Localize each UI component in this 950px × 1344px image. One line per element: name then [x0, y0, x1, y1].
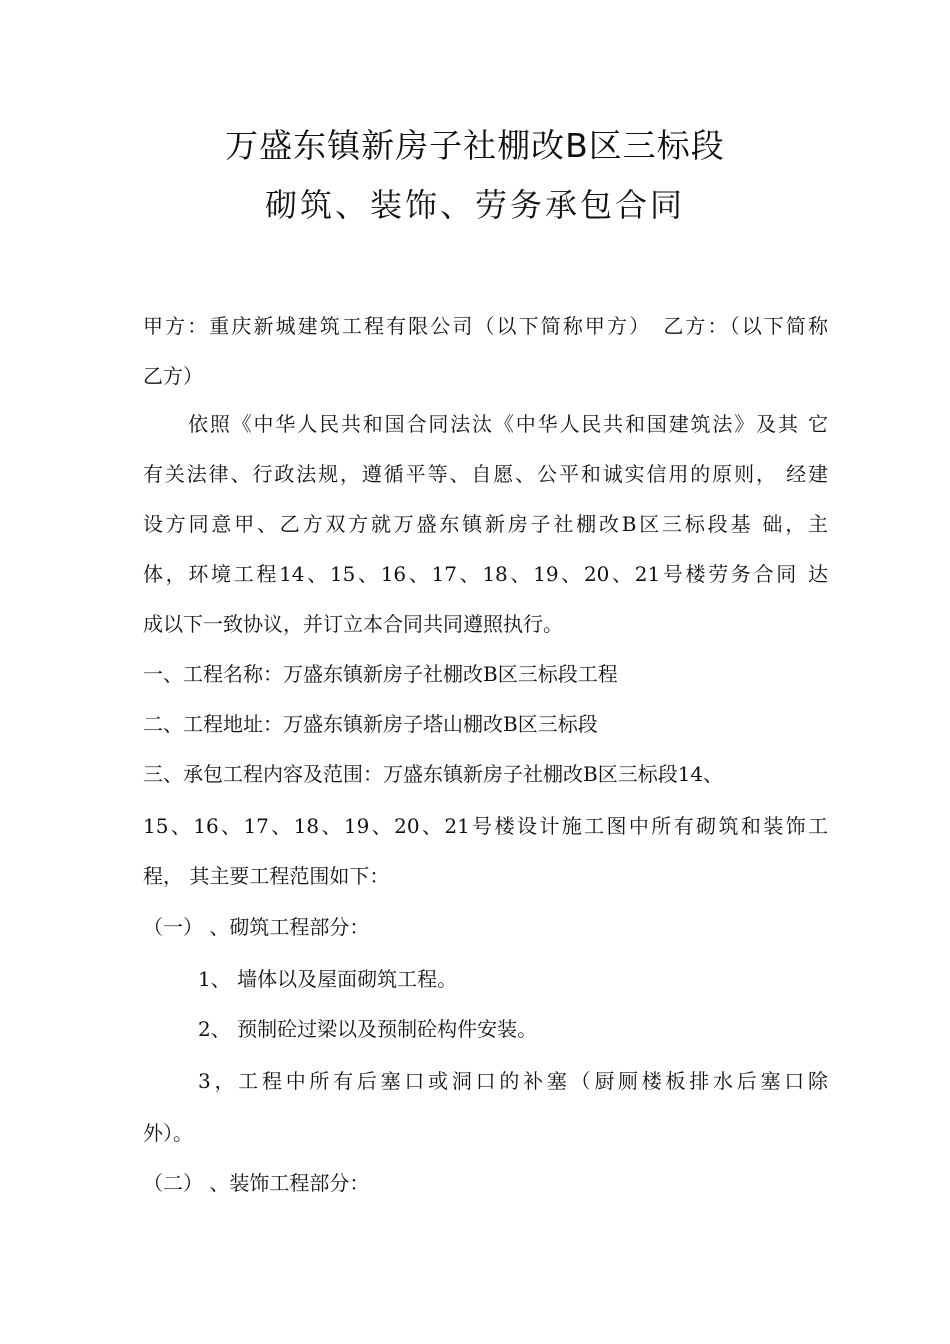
scope-item-line: 三、承包工程内容及范围：万盛东镇新房子社棚改B区三标段14、 — [143, 762, 724, 786]
scope-item-line: 程， 其主要工程范围如下： — [143, 864, 390, 888]
masonry-item: 2、 预制砼过梁以及预制砼构件安装。 — [198, 1017, 538, 1041]
contract-subtitle: 砌筑、装饰、劳务承包合同 — [264, 186, 685, 224]
intro-paragraph-line: 成以下一致协议，并订立本合同共同遵照执行。 — [143, 612, 563, 636]
contract-title: 万盛东镇新房子社棚改B区三标段 — [225, 126, 725, 165]
parties-line: 甲方：重庆新城建筑工程有限公司（以下简称甲方） 乙方：（以下简称 — [143, 314, 828, 338]
intro-paragraph-line: 有关法律、行政法规，遵循平等、自愿、公平和诚实信用的原则， 经建 — [143, 462, 828, 486]
intro-paragraph-line: 体，环境工程14、15、16、17、18、19、20、21号楼劳务合同 达 — [143, 562, 828, 586]
intro-paragraph-line: 设方同意甲、乙方双方就万盛东镇新房子社棚改B区三标段基 础，主 — [143, 512, 828, 536]
masonry-item: 3，工程中所有后塞口或洞口的补塞（厨厕楼板排水后塞口除 — [198, 1069, 828, 1093]
intro-paragraph-line: 依照《中华人民共和国合同法汰《中华人民共和国建筑法》及其 它 — [188, 412, 828, 436]
masonry-item: 1、 墙体以及屋面砌筑工程。 — [198, 967, 458, 991]
project-address-item: 二、工程地址：万盛东镇新房子塔山棚改B区三标段 — [143, 712, 598, 736]
scope-item-line: 15、16、17、18、19、20、21号楼设计施工图中所有砌筑和装饰工 — [143, 814, 828, 838]
project-name-item: 一、工程名称：万盛东镇新房子社棚改B区三标段工程 — [143, 662, 618, 686]
section-heading-decoration: （二） 、装饰工程部分： — [143, 1171, 370, 1195]
section-heading-masonry: （一） 、砌筑工程部分： — [143, 915, 370, 939]
masonry-item: 外）。 — [143, 1121, 193, 1145]
parties-line: 乙方） — [143, 364, 203, 388]
